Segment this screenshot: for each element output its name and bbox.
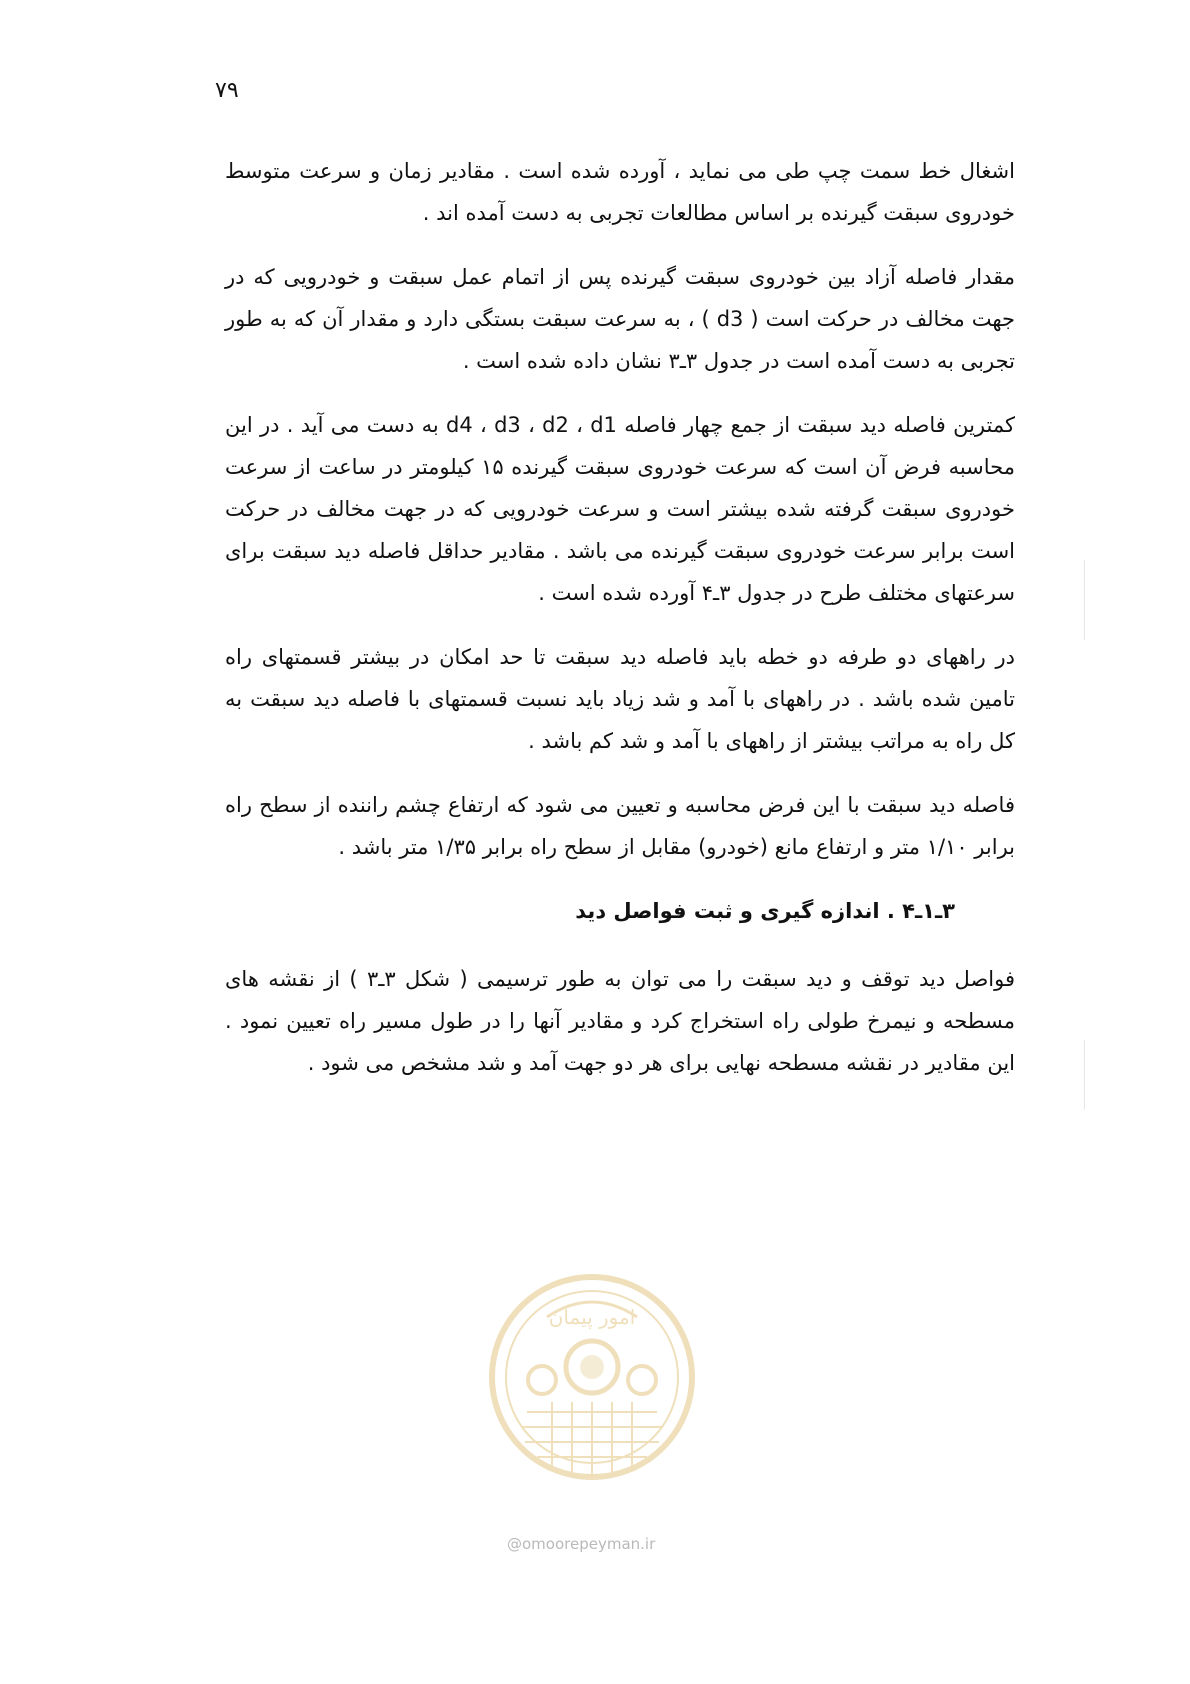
paragraph-2: مقدار فاصله آزاد بین خودروی سبقت گیرنده پس از اتمام عمل سبقت و خودرویی که در جهت مخالف در حرکت است ( d3 ) ، به سرعت سبقت بستگی دارد و مقدار آن که به طور تجربی به دست آمده است در جدول ۳ـ۳ نشان داده شده است . [225, 265, 1015, 373]
watermark-seal-text: امور پیمان [548, 1305, 636, 1329]
paragraph-4: در راههای دو طرفه دو خطه باید فاصله دید سبقت تا حد امکان در بیشتر قسمتهای راه تامین شده باشد . در راههای با آمد و شد زیاد باید نسبت قسمتهای با فاصله دید سبقت به کل راه به مراتب بیشتر از راههای با آمد و شد کم باشد . [225, 645, 1015, 753]
paragraph-1: اشغال خط سمت چپ طی می نماید ، آورده شده است . مقادیر زمان و سرعت متوسط خودروی سبقت گیرنده بر اساس مطالعات تجربی به دست آمده اند . [225, 159, 1015, 225]
section-heading: ۳ـ۱ـ۴ . اندازه گیری و ثبت فواصل دید [575, 899, 955, 923]
paragraph-5: فاصله دید سبقت با این فرض محاسبه و تعیین می شود که ارتفاع چشم راننده از سطح راه برابر ۱/۱۰ متر و ارتفاع مانع (خودرو) مقابل از سطح راه برابر ۱/۳۵ متر باشد . [225, 793, 1015, 859]
watermark-url: @omoorepeyman.ir [507, 1535, 656, 1553]
page-body [225, 150, 1015, 1106]
scan-artifact [1084, 560, 1085, 640]
page-number: ۷۹ [215, 78, 239, 103]
paragraph-6: فواصل دید توقف و دید سبقت را می توان به طور ترسیمی ( شکل ۳ـ۳ ) از نقشه های مسطحه و نیمرخ طولی راه استخراج کرد و مقادیر آنها را در طول مسیر راه تعیین نمود . این مقادیر در نقشه مسطحه نهایی برای هر دو جهت آمد و شد مشخص می شود . [225, 967, 1015, 1075]
scan-artifact [1084, 1040, 1085, 1110]
paragraph-3: کمترین فاصله دید سبقت از جمع چهار فاصله d4 ، d3 ، d2 ، d1 به دست می آید . در این محاسبه فرض آن است که سرعت خودروی سبقت گیرنده ۱۵ کیلومتر در ساعت از سرعت خودروی سبقت گرفته شده بیشتر است و سرعت خودرویی که در جهت مخالف در حرکت است برابر سرعت خودروی سبقت گیرنده می باشد . مقادیر حداقل فاصله دید سبقت برای سرعتهای مختلف طرح در جدول ۳ـ۴ آورده شده است . [225, 413, 1015, 605]
watermark-seal-icon [487, 1262, 697, 1492]
